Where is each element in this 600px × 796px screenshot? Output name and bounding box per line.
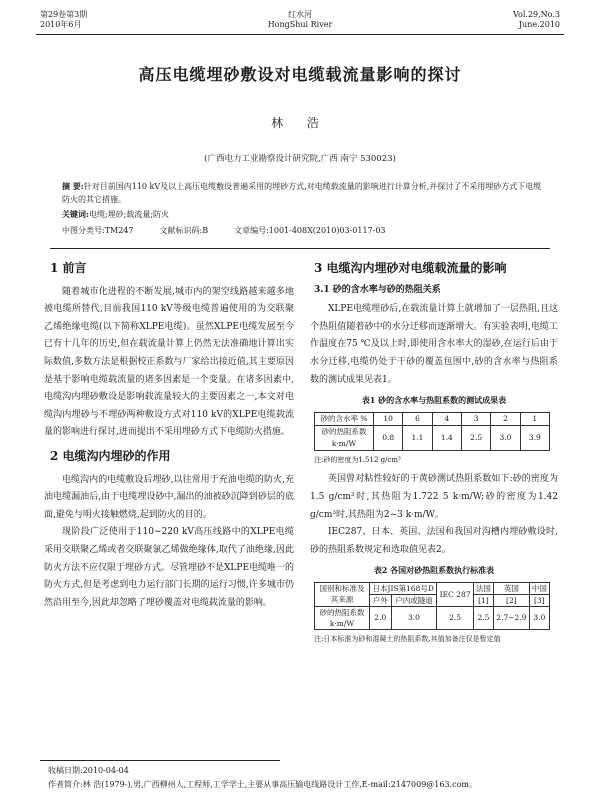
table-cell: 中国	[529, 582, 549, 594]
paper-title: 高压电缆埋砂敷设对电缆载流量影响的探讨	[138, 65, 462, 84]
journal-name: 红水河 HongShui River	[267, 10, 333, 29]
header-rule	[36, 34, 564, 35]
table-2-note: 注:日本标准为砂和混凝土的热阻系数,其值加备注仅是暂定值	[314, 634, 501, 643]
table-cell: 2.5	[437, 606, 473, 629]
table-cell: IEC 287	[437, 582, 473, 606]
section-1-heading: 1 前言	[50, 261, 87, 275]
section-3-1-body-3: IEC287、日本、英国、法国和我国对沟槽内埋砂敷设时,砂的热阻系数规定和选取值见表2。	[310, 527, 558, 555]
table-row	[315, 582, 550, 594]
table-1-note: 注:砂的密度为1.512 g/cm³	[314, 455, 401, 464]
affiliation: (广西电力工业勘察设计研究院,广西 南宁 530023)	[204, 154, 396, 164]
table-cell: 2	[491, 412, 520, 425]
table-cell: 砂的热阻系数 k·m/W	[315, 606, 370, 629]
left-column	[44, 258, 294, 612]
table-cell: 3.0	[529, 606, 549, 629]
classification	[62, 224, 542, 237]
section-3-1-body-2: 英国曾对粘性较好的干黄砂测试热阻系数如下:砂的密度为1.5 g/cm³时,其热阻为1.722 5 k·m/W;砂的密度为1.42 g/cm³时,其热阻为2~3 k·m/W。	[310, 474, 558, 520]
document-code: 文献标识码:B	[159, 226, 209, 235]
section-2-body-2: 现阶段广泛使用于110~220 kV高压线路中的XLPE电缆采用交联聚乙烯或者交联聚氯乙烯做绝缘体,取代了油绝缘,因此防火方法不应仅限于埋砂方式。尽管埋砂不是XLPE电缆唯一的防火方式,但是考虑到电力运行部门长期的运行习惯,许多城市仍然沿用至今,因此却忽略了埋砂覆盖对电缆载流量的影响。	[44, 527, 295, 608]
table-2-caption: 表2 各国对砂热阻系数执行标准表	[373, 565, 495, 576]
table-cell: 法国	[473, 582, 493, 594]
table-cell: 10	[374, 412, 403, 425]
received-date: 收稿日期:2010-04-04	[48, 766, 129, 775]
table-cell: 户外	[370, 594, 392, 606]
table-cell: 户内或隧道	[391, 594, 437, 606]
table-cell: 2.5	[461, 425, 490, 450]
keywords	[62, 208, 542, 221]
abstract-text: 针对目前国内110 kV及以上高压电缆敷设普遍采用的埋砂方式,对电缆载流量的影响进行计算分析,并探讨了不采用埋砂方式下电缆防火的其它措施。	[62, 182, 542, 204]
table-cell: 3.0	[391, 606, 437, 629]
table-cell: 1.1	[403, 425, 432, 450]
table-1	[314, 412, 550, 451]
keywords-label: 关键词:	[62, 209, 89, 219]
clc-number: 中图分类号:TM247	[62, 226, 134, 235]
table-row	[315, 606, 550, 629]
table-cell: 0.8	[374, 425, 403, 450]
table-cell: 3.9	[520, 425, 549, 450]
abstract	[62, 180, 542, 206]
section-1-body: 随着城市化进程的不断发展,城市内的架空线路越来越多地被电缆所替代,目前我国110 kV等级电缆普遍使用的为交联聚乙烯绝缘电缆(以下简称XLPE电缆)。虽然XLPE电缆发展至今已有十几年的历史,但在载流量计算上仍然无法准确地计算出实际数值,多数方法是根据校正系数与厂家给出接近值,其主要原因是基于影响电缆载流量的诸多因素是一个变量。在诸多因素中,电缆沟内埋砂敷设是影响载流量较大的主要因素之一,本文对电缆沟内埋砂与不埋砂两种敷设方式对110 kV的XLPE电缆载流量的影响进行探讨,进而提出不采用埋砂方式下电缆防火措施。	[44, 286, 294, 438]
table-cell: 3.0	[491, 425, 520, 450]
table-row	[315, 412, 550, 425]
abstract-rule	[50, 248, 550, 249]
author-bio: 作者简介:林 浩(1979-),男,广西柳州人,工程师,工学学士,主要从事高压输电线路设计工作,E-mail:2147009@163.com。	[48, 780, 477, 789]
section-2-heading: 2 电缆沟内埋砂的作用	[50, 448, 171, 463]
section-3-heading: 3 电缆沟内埋砂对电缆载流量的影响	[314, 261, 507, 275]
table-cell: 日本JIS第168号D	[370, 582, 437, 594]
journal-volume: Vol.29,No.3 June.2010	[513, 10, 560, 29]
table-cell: 1	[520, 412, 549, 425]
table-cell: 2.5	[473, 606, 493, 629]
footer-rule	[40, 760, 280, 761]
author: 林 浩	[271, 116, 329, 130]
table-cell: 4	[432, 412, 461, 425]
section-3-1-body-1: XLPE电缆埋砂后,在载流量计算上就增加了一层热阻,且这个热阻值随着砂中的水分迁移而逐渐增大。有实验表明,电缆工作温度在75 ℃及以上时,即使用含水率大的湿砂,在运行后由于水分迁移,电缆仍处于干砂的覆盖包围中,砂的含水率与热阻系数的测试成果见表1。	[310, 304, 558, 385]
journal-issue: 第29卷第3期 2010年6月	[40, 10, 88, 29]
table-cell: 6	[403, 412, 432, 425]
article-number: 文章编号:1001-408X(2010)03-0117-03	[234, 226, 386, 235]
table-cell: [2]	[494, 594, 530, 606]
footer	[48, 764, 568, 792]
table-cell: 2.0	[370, 606, 392, 629]
table-cell: 2.7~2.9	[494, 606, 530, 629]
table-cell: 1.4	[432, 425, 461, 450]
table-cell: 砂的含水率 %	[315, 412, 374, 425]
table-cell: 砂的热阻系数 k·m/W	[315, 425, 374, 450]
table-cell: 3	[461, 412, 490, 425]
table-cell: 英国	[494, 582, 530, 594]
abstract-label: 摘 要:	[62, 181, 84, 191]
table-row	[315, 425, 550, 450]
section-3-1-heading: 3.1 砂的含水率与砂的热阻关系	[314, 284, 441, 295]
keywords-text: 电缆;埋砂;载流量;防火	[88, 210, 170, 219]
table-cell: [3]	[529, 594, 549, 606]
right-column	[310, 258, 558, 649]
table-cell: [1]	[473, 594, 493, 606]
table-1-caption: 表1 砂的含水率与热阻系数的测试成果表	[361, 395, 507, 406]
section-2-body-1: 电缆沟内的电缆敷设后埋砂,以往常用于充油电缆的防火,充油电缆漏油后,由于电缆埋设砂中,漏出的油被砂沉降到砂层的底面,避免与明火接触燃烧,起到防火的目的。	[44, 474, 294, 520]
table-2	[314, 582, 550, 630]
table-cell: 国别和标准及其来源	[315, 582, 370, 606]
